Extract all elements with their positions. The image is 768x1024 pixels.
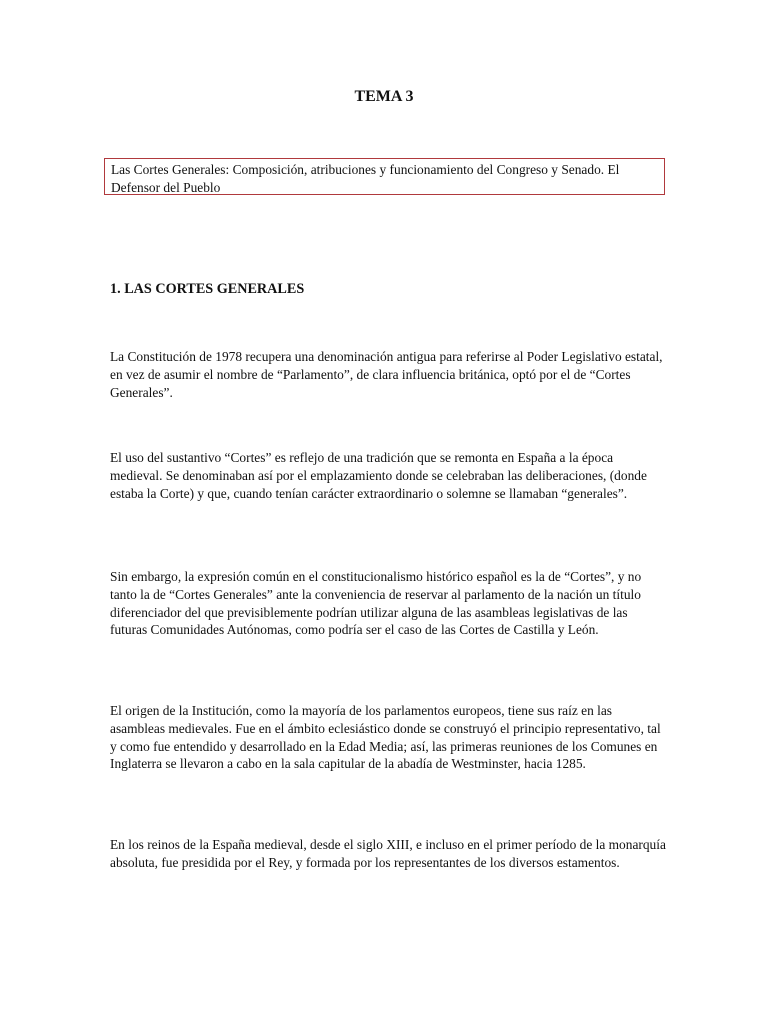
section-heading: 1. LAS CORTES GENERALES bbox=[110, 281, 305, 297]
paragraph-2: El uso del sustantivo “Cortes” es reflejo de una tradición que se remonta en España a la época medieval. Se denominaban así por el emplazamiento donde se celebraban las deliberaciones, (donde estaba la Corte) y que, cuando tenían carácter extraordinario o solemne se llamaban “generales”. bbox=[110, 450, 647, 501]
paragraph-3: Sin embargo, la expresión común en el constitucionalismo histórico español es la de “Cortes”, y no tanto la de “Cortes Generales” ante la conveniencia de reservar al parlamento de la nación un título diferenciador del que previsiblemente podrían utilizar alguna de las asambleas legislativas de las futuras Comunidades Autónomas, como podría ser el caso de las Cortes de Castilla y León. bbox=[110, 569, 642, 638]
paragraph-5: En los reinos de la España medieval, desde el siglo XIII, e incluso en el primer período de la monarquía absoluta, fue presidida por el Rey, y formada por los representantes de los diversos estamentos. bbox=[110, 837, 666, 870]
paragraph-1: La Constitución de 1978 recupera una denominación antigua para referirse al Poder Legislativo estatal, en vez de asumir el nombre de “Parlamento”, de clara influencia británica, optó por el de “Cortes Generales”. bbox=[110, 349, 663, 400]
paragraph-4: El origen de la Institución, como la mayoría de los parlamentos europeos, tiene sus raíz en las asambleas medievales. Fue en el ámbito eclesiástico donde se construyó el principio representativo, tal y como fue entendido y desarrollado en la Edad Media; así, las primeras reuniones de los Comunes en Inglaterra se llevaron a cabo en la sala capitular de la abadía de Westminster, hacia 1285. bbox=[110, 703, 661, 772]
topic-summary-box: Las Cortes Generales: Composición, atribuciones y funcionamiento del Congreso y Senado. El Defensor del Pueblo bbox=[104, 158, 665, 195]
page-title: TEMA 3 bbox=[354, 88, 414, 105]
